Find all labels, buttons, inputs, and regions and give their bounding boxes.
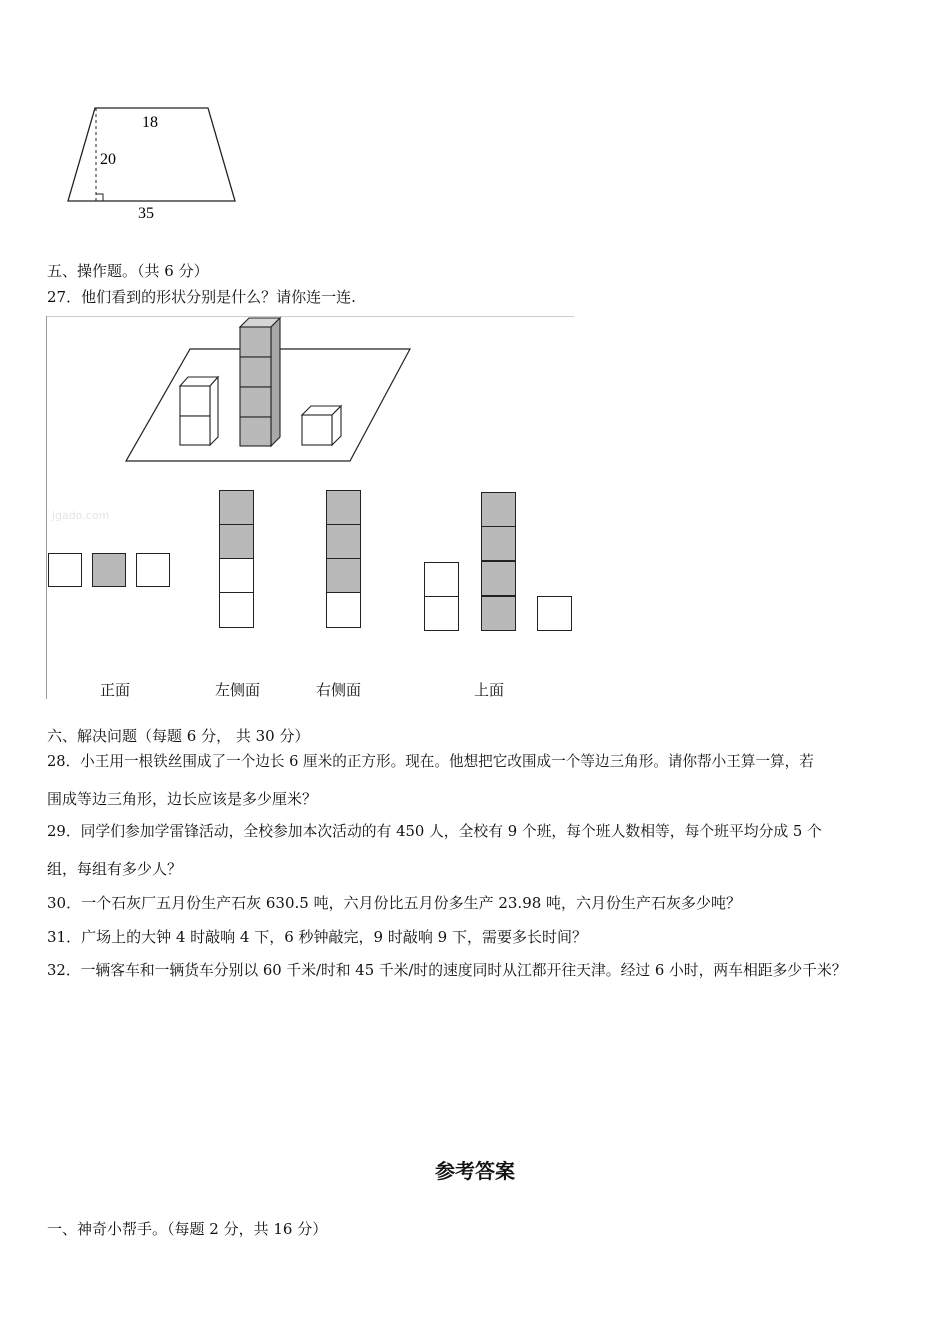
short-col-cube-2	[424, 596, 459, 631]
answers-title: 参考答案	[435, 1159, 515, 1183]
tall-stack-4-cubes	[240, 318, 280, 446]
question-30: 30．一个石灰厂五月份生产石灰 630.5 吨，六月份比五月份多生产 23.98 吨，六月份生产石灰多少吨？	[47, 894, 742, 912]
section6-heading: 六、解决问题（每题 6 分， 共 30 分）	[47, 727, 310, 745]
col-a-cube-4	[219, 592, 254, 628]
row-cube-3	[136, 553, 170, 587]
trapezoid-height-label: 20	[100, 151, 116, 168]
col-b-cube-3	[326, 558, 361, 593]
col-c-cube-3	[481, 561, 516, 596]
col-b-cube-1	[326, 490, 361, 525]
question-27: 27．他们看到的形状分别是什么？请你连一连.	[47, 288, 356, 306]
col-a-cube-2	[219, 524, 254, 559]
col-c-cube-4	[481, 596, 516, 631]
single-cube	[302, 406, 341, 445]
question-29-line1: 29．同学们参加学雷锋活动，全校参加本次活动的有 450 人，全校有 9 个班，每个班人数相等，每个班平均分成 5 个	[47, 823, 822, 840]
row-cube-1	[48, 553, 82, 587]
q27-figure	[46, 316, 574, 699]
col-b-cube-4	[326, 592, 361, 628]
answers-section1-heading: 一、神奇小帮手。（每题 2 分，共 16 分）	[47, 1220, 328, 1238]
col-a-cube-1	[219, 490, 254, 525]
cube-arrangement-3d	[46, 316, 574, 476]
label-right-side-view[interactable]: 右侧面	[316, 681, 362, 699]
question-28-line1: 28．小王用一根铁丝围成了一个边长 6 厘米的正方形。现在。他想把它改围成一个等边三角形。请你帮小王算一算，若	[47, 753, 814, 770]
col-c-cube-1	[481, 492, 516, 527]
label-left-side-view[interactable]: 左侧面	[215, 681, 261, 699]
question-31: 31．广场上的大钟 4 时敲响 4 下，6 秒钟敲完，9 时敲响 9 下，需要多长时间？	[47, 928, 587, 946]
question-28-line2: 围成等边三角形，边长应该是多少厘米？	[47, 790, 318, 808]
label-front-view[interactable]: 正面	[100, 681, 131, 699]
watermark: jgado.com	[52, 509, 110, 522]
label-top-view[interactable]: 上面	[474, 681, 505, 699]
col-b-cube-2	[326, 524, 361, 559]
left-stack-2-cubes	[180, 377, 218, 445]
col-c-cube-2	[481, 526, 516, 561]
col-a-cube-3	[219, 558, 254, 593]
section5-heading: 五、操作题。（共 6 分）	[47, 262, 209, 280]
trapezoid-figure	[60, 100, 250, 225]
trapezoid-bottom-label: 35	[138, 205, 154, 222]
trapezoid-top-label: 18	[142, 114, 158, 131]
question-32: 32．一辆客车和一辆货车分别以 60 千米/时和 45 千米/时的速度同时从江都开往天津。经过 6 小时，两车相距多少千米？	[47, 962, 847, 979]
row-cube-2	[92, 553, 126, 587]
question-29-line2: 组，每组有多少人？	[47, 860, 183, 878]
short-col-cube-1	[424, 562, 459, 597]
view-option-single-cube[interactable]	[537, 596, 572, 631]
